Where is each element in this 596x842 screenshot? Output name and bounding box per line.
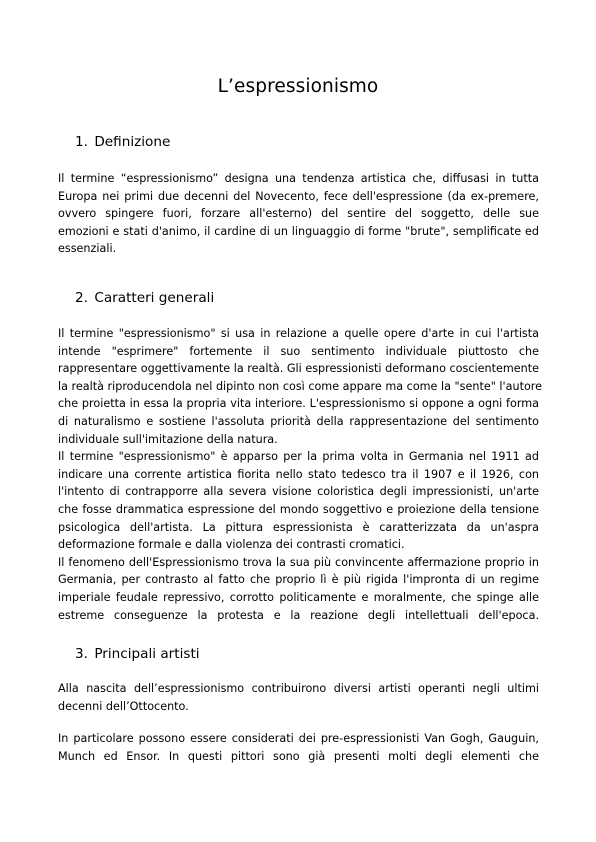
text-line: l'intento di contrapporre alla severa visione coloristica degli impressionisti, un'arte: [58, 485, 539, 499]
section-number: 2.: [75, 290, 88, 306]
page-title: L’espressionismo: [217, 76, 379, 97]
paragraph-principali-artisti-2: [58, 730, 539, 765]
text-line: estreme conseguenze la protesta e la reazione degli intellettuali dell'epoca.: [58, 608, 539, 622]
section-title: Definizione: [94, 134, 171, 150]
section-number: 3.: [75, 646, 88, 662]
text-line: Il termine "espressionismo" si usa in relazione a quelle opere d'arte in cui l'artista: [58, 327, 539, 340]
text-line: Il termine “espressionismo” designa una tendenza artistica che, diffusasi in tutta: [58, 172, 539, 185]
text-line: imperiale feudale repressivo, corrotto politicamente e moralmente, che spinge alle: [58, 590, 539, 604]
section-heading-definizione: [75, 134, 170, 150]
section-title: Caratteri generali: [94, 290, 215, 306]
text-line: intende "esprimere" fortemente il suo sentimento individuale piuttosto che: [58, 344, 539, 358]
text-line: Alla nascita dell’espressionismo contribuirono diversi artisti operanti negli ultimi: [58, 682, 539, 695]
text-line: di naturalismo e sostiene l'assoluta priorità della rappresentazione del sentimento: [58, 414, 539, 428]
section-heading-caratteri-generali: [75, 290, 214, 306]
text-line: Germania, per contrasto al fatto che proprio lì è più rigida l'impronta di un regime: [58, 573, 539, 587]
section-title: Principali artisti: [94, 646, 200, 662]
text-line: Il fenomeno dell'Espressionismo trova la sua più convincente affermazione proprio in: [58, 555, 539, 569]
section-heading-principali-artisti: [75, 646, 200, 662]
text-line: Il termine "espressionismo" è apparso per la prima volta in Germania nel 1911 ad: [58, 450, 539, 464]
section-number: 1.: [75, 134, 88, 150]
paragraph-caratteri-generali: [58, 325, 543, 624]
text-line: In particolare possono essere considerati dei pre-espressionisti Van Gogh, Gauguin,: [58, 732, 539, 745]
text-line: deformazione formale e dalla violenza dei contrasti cromatici.: [58, 538, 405, 552]
text-line: emozioni e stati d'animo, il cardine di un linguaggio di forme "brute", semplificate ed: [58, 224, 539, 238]
text-line: Europa nei primi due decenni del Novecento, fece dell'espressione (da ex-premere,: [58, 189, 539, 203]
text-line: Munch ed Ensor. In questi pittori sono già presenti molti degli elementi che: [58, 749, 539, 763]
text-line: individuale sull'imitazione della natura.: [58, 432, 278, 446]
paragraph-definizione: [58, 170, 539, 258]
text-line: decenni dell’Ottocento.: [58, 699, 189, 713]
paragraph-principali-artisti-1: [58, 680, 539, 715]
text-line: indicare una corrente artistica fiorita nello stato tedesco tra il 1907 e il 1926, con: [58, 467, 539, 481]
text-line: ovvero spingere fuori, forzare all'esterno) del sentire del soggetto, delle sue: [58, 207, 539, 221]
text-line: che proietta in essa la propria vita interiore. L'espressionismo si oppone a ogni forma: [58, 397, 539, 411]
text-line: rappresentare oggettivamente la realtà. Gli espressionisti deformano coscientemente: [58, 362, 539, 376]
text-line: psicologica dell'artista. La pittura espressionista è caratterizzata da un'aspra: [58, 520, 539, 534]
text-line: la realtà riproducendola nel dipinto non così come appare ma come la "sente" l'autore: [58, 379, 543, 393]
text-line: essenziali.: [58, 242, 117, 256]
text-line: che fosse drammatica espressione del mondo soggettivo e proiezione della tensione: [58, 502, 539, 516]
